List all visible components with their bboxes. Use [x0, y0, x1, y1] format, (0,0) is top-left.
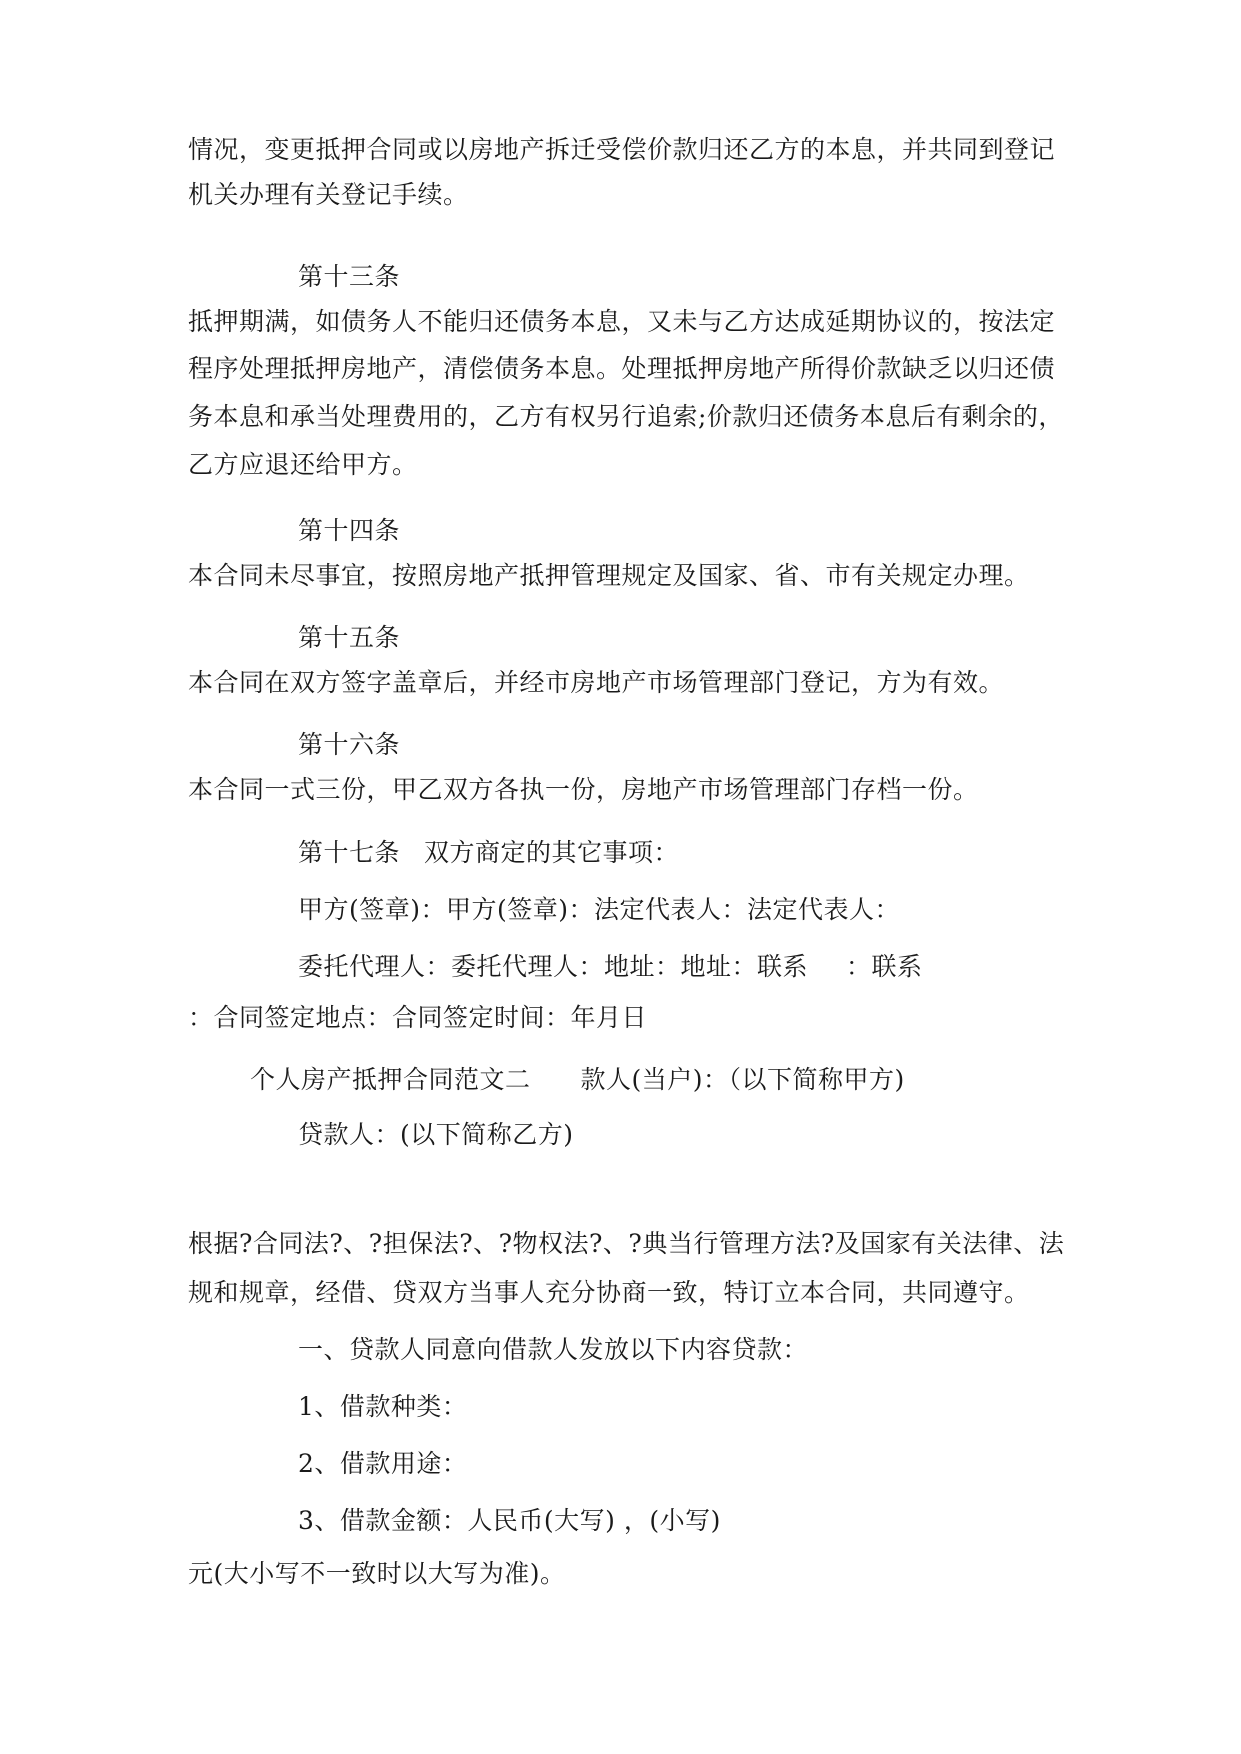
- article-14-heading: 第十四条: [298, 516, 401, 545]
- article-16-heading: 第十六条: [298, 730, 401, 759]
- loan-item: 2、借款用途：: [298, 1449, 468, 1478]
- loan-item: 3、借款金额：人民币(大写) ，(小写): [298, 1506, 721, 1535]
- sample-2-borrower: 款人(当户)：（以下简称甲方): [580, 1065, 905, 1094]
- loan-item-intro: 一、贷款人同意向借款人发放以下内容贷款：: [298, 1335, 809, 1364]
- signature-line: 甲方(签章)：甲方(签章)：法定代表人：法定代表人：: [298, 895, 901, 924]
- article-13-line: 务本息和承当处理费用的，乙方有权另行追索;价款归还债务本息后有剩余的，: [188, 402, 1064, 431]
- article-15-line: 本合同在双方签字盖章后，并经市房地产市场管理部门登记，方为有效。: [188, 668, 1005, 697]
- signature-line: [298, 950, 923, 984]
- signature-line: ：合同签定地点：合同签定时间：年月日: [188, 1003, 648, 1032]
- signature-text: ：联系: [846, 952, 923, 981]
- paragraph-line: 情况，变更抵押合同或以房地产拆迁受偿价款归还乙方的本息，并共同到登记: [188, 135, 1056, 164]
- lender-line: 贷款人：(以下简称乙方): [298, 1120, 574, 1149]
- article-13-heading: 第十三条: [298, 262, 401, 291]
- basis-line: 规和规章，经借、贷双方当事人充分协商一致，特订立本合同，共同遵守。: [188, 1278, 1030, 1307]
- sample-2-title: 个人房产抵押合同范文二: [250, 1065, 531, 1094]
- loan-item-continuation: 元(大小写不一致时以大写为准)。: [188, 1559, 566, 1588]
- basis-line: 根据?合同法?、?担保法?、?物权法?、?典当行管理方法?及国家有关法律、法: [188, 1229, 1065, 1258]
- loan-item: 1、借款种类：: [298, 1392, 468, 1421]
- article-17-line: [298, 836, 679, 870]
- article-13-line: 抵押期满，如债务人不能归还债务本息，又未与乙方达成延期协议的，按法定: [188, 307, 1056, 336]
- article-13-line: 程序处理抵押房地产，清偿债务本息。处理抵押房地产所得价款缺乏以归还债: [188, 354, 1056, 383]
- article-17-heading: 第十七条: [298, 838, 401, 867]
- article-17-text: 双方商定的其它事项：: [424, 838, 680, 867]
- article-14-line: 本合同未尽事宜，按照房地产抵押管理规定及国家、省、市有关规定办理。: [188, 561, 1030, 590]
- article-16-line: 本合同一式三份，甲乙双方各执一份，房地产市场管理部门存档一份。: [188, 775, 979, 804]
- sample-2-heading-line: [250, 1063, 905, 1097]
- paragraph-line: 机关办理有关登记手续。: [188, 180, 469, 209]
- article-13-line: 乙方应退还给甲方。: [188, 450, 418, 479]
- signature-text: 委托代理人：委托代理人：地址：地址：联系: [298, 952, 809, 981]
- article-15-heading: 第十五条: [298, 623, 401, 652]
